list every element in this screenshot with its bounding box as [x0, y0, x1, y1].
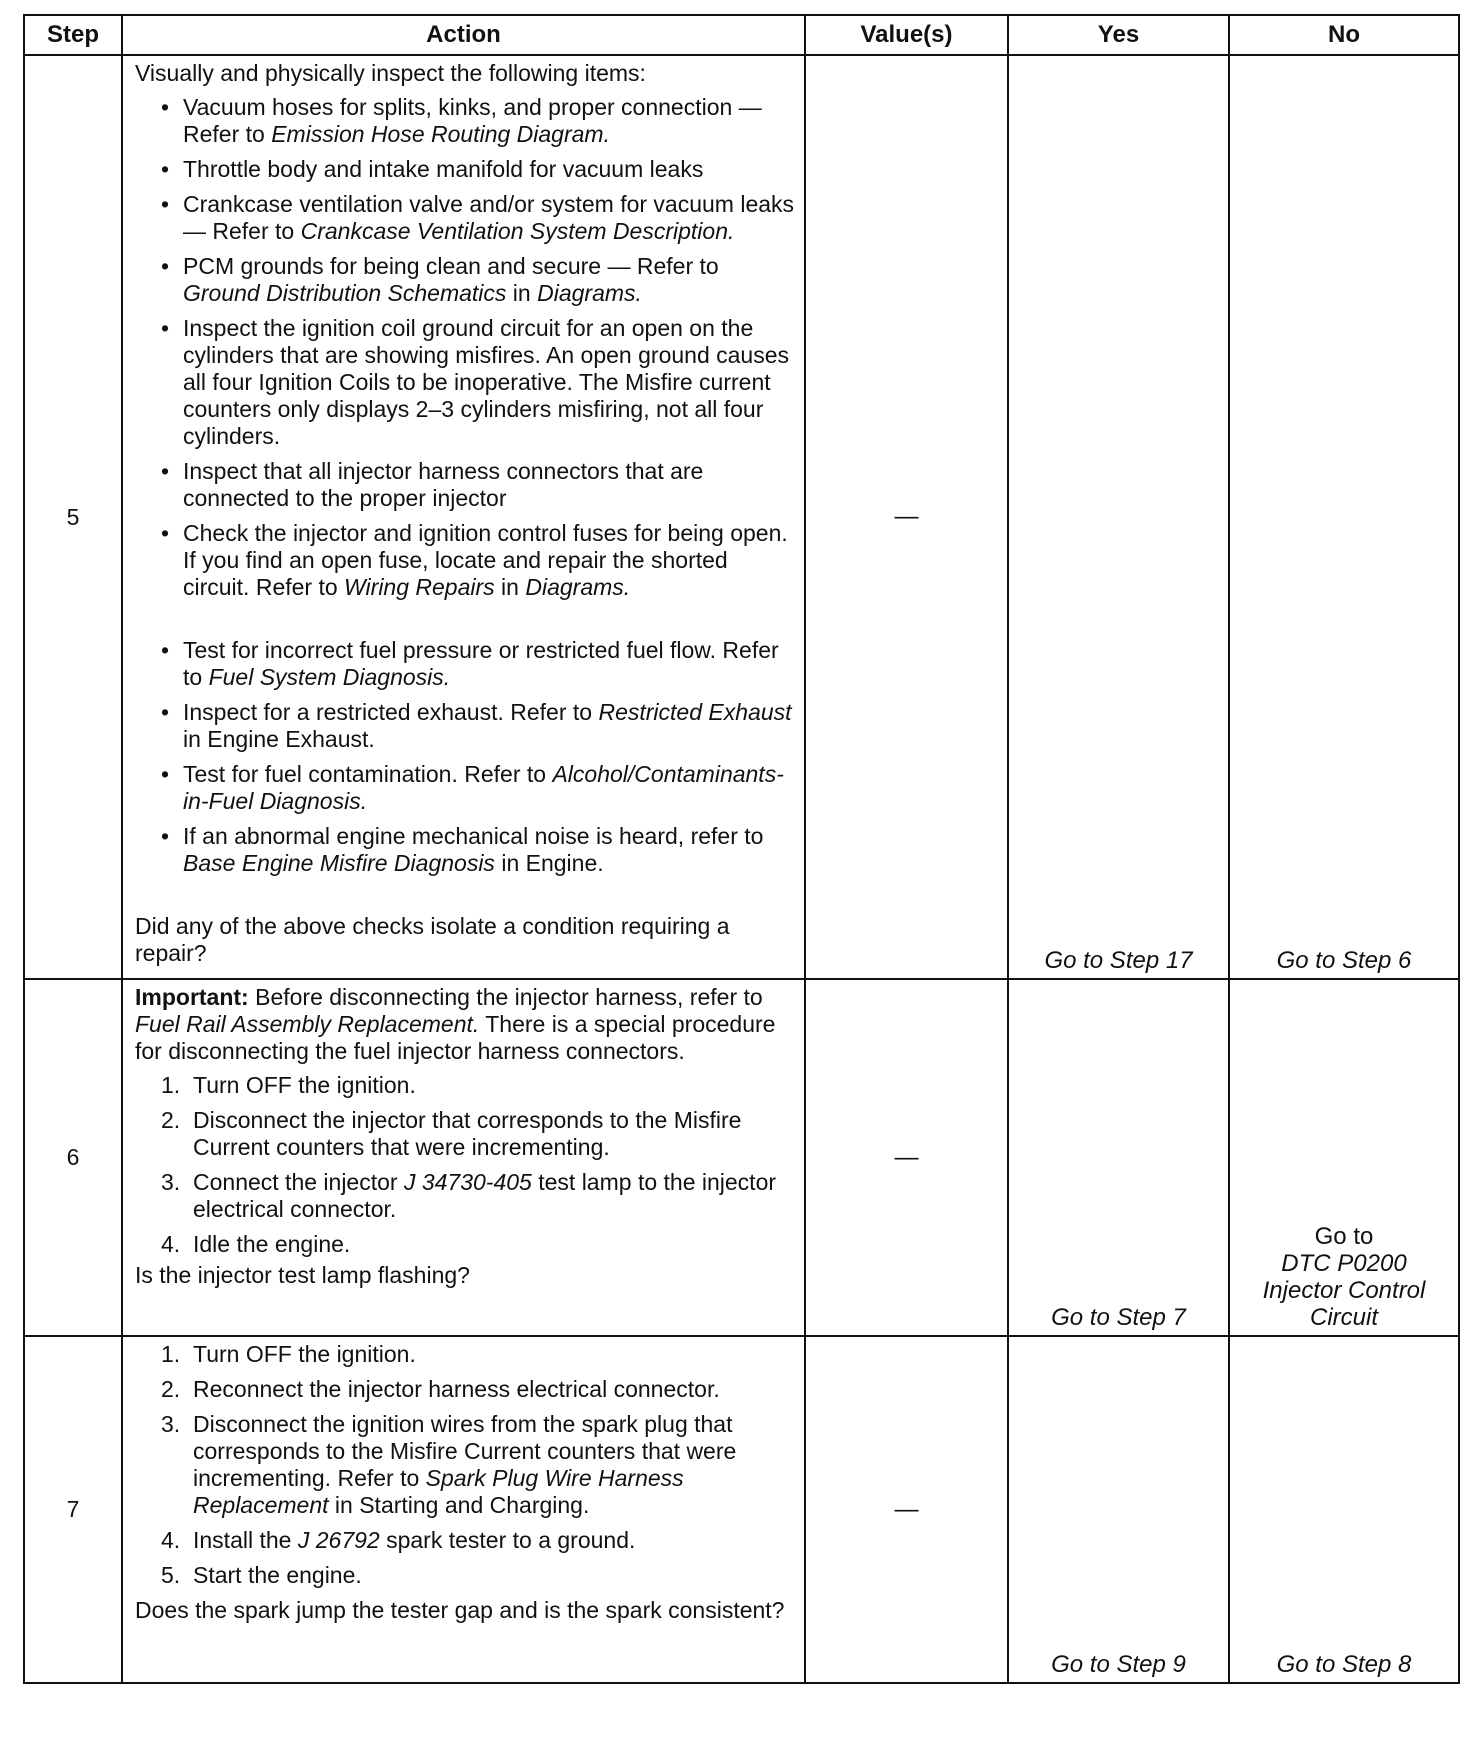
list-item: • Crankcase ventilation valve and/or system for vacuum leaks — Refer to Crankcase Ventilation System Description. [161, 191, 796, 245]
reference-link[interactable]: Fuel Rail Assembly Replacement. [135, 1011, 480, 1037]
action-intro: Visually and physically inspect the following items: [135, 60, 646, 86]
reference-link[interactable]: Diagrams. [525, 574, 631, 600]
list-item: 2. Reconnect the injector harness electrical connector. [161, 1376, 720, 1402]
list-item: 3. Disconnect the ignition wires from the spark plug that corresponds to the Misfire Current counters that were incrementing. Refer to Spark Plug Wire Harness Replacement in Starting and Charging. [161, 1411, 737, 1518]
list-item: 4. Install the J 26792 spark tester to a ground. [161, 1527, 636, 1553]
header-yes: Yes [1008, 15, 1229, 55]
reference-link[interactable]: Crankcase Ventilation System Description. [300, 218, 735, 244]
reference-link[interactable]: Diagrams. [537, 280, 642, 306]
table-row-step-7 [24, 1336, 1459, 1683]
header-no: No [1229, 15, 1459, 55]
header-step: Step [24, 15, 122, 55]
list-item: 1. Turn OFF the ignition. [161, 1341, 416, 1367]
tool-reference: J 26792 [297, 1527, 380, 1553]
yes-cell [1008, 979, 1229, 1336]
numbered-list [135, 1341, 796, 1589]
tool-reference: J 34730-405 [403, 1169, 532, 1195]
step-number: 7 [24, 1336, 122, 1683]
action-question: Does the spark jump the tester gap and is the spark consistent? [135, 1597, 785, 1623]
yes-link[interactable]: Go to Step 9 [1051, 1651, 1186, 1678]
bullet-list [135, 94, 796, 877]
list-item: • Test for fuel contamination. Refer to Alcohol/Contaminants-in-Fuel Diagnosis. [161, 761, 796, 815]
reference-link[interactable]: Ground Distribution Schematics [183, 280, 507, 306]
action-cell [122, 55, 805, 979]
no-cell [1229, 1336, 1459, 1683]
header-action: Action [122, 15, 805, 55]
list-item: 1. Turn OFF the ignition. [161, 1072, 416, 1098]
header-row [24, 15, 1459, 55]
reference-link[interactable]: Restricted Exhaust [598, 699, 792, 725]
no-cell [1229, 979, 1459, 1336]
list-item: 4. Idle the engine. [161, 1231, 351, 1257]
list-item: 3. Connect the injector J 34730-405 test lamp to the injector electrical connector. [161, 1169, 777, 1222]
no-link[interactable]: Go to DTC P0200 Injector Control Circuit [1262, 1223, 1426, 1331]
reference-link[interactable]: Base Engine Misfire Diagnosis [183, 850, 495, 876]
action-cell [122, 1336, 805, 1683]
important-label: Important: [135, 984, 249, 1010]
list-item: • Check the injector and ignition control fuses for being open. If you find an open fuse, locate and repair the shorted circuit. Refer to Wiring Repairs in Diagrams. [161, 520, 796, 601]
header-values: Value(s) [805, 15, 1008, 55]
table-row-step-6 [24, 979, 1459, 1336]
reference-link[interactable]: Wiring Repairs [344, 574, 495, 600]
reference-link[interactable]: Fuel System Diagnosis. [208, 664, 451, 690]
list-item: • Inspect the ignition coil ground circuit for an open on the cylinders that are showing misfires. An open ground causes all four Ignition Coils to be inoperative. The Misfire current counters only displays 2–3 cylinders misfiring, not all four cylinders. [161, 315, 796, 450]
no-link[interactable]: Go to Step 6 [1276, 947, 1412, 974]
list-item: • If an abnormal engine mechanical noise is heard, refer to Base Engine Misfire Diagnosis in Engine. [161, 823, 796, 877]
no-link[interactable]: Go to Step 8 [1276, 1651, 1412, 1678]
value-cell: — [805, 1336, 1008, 1683]
yes-link[interactable]: Go to Step 7 [1051, 1304, 1186, 1331]
list-item: • PCM grounds for being clean and secure — Refer to Ground Distribution Schematics in Diagrams. [161, 253, 796, 307]
reference-link[interactable]: Alcohol/Contaminants-in-Fuel Diagnosis. [183, 761, 784, 814]
action-question: Is the injector test lamp flashing? [135, 1262, 470, 1288]
numbered-list [135, 1072, 796, 1258]
list-item: • Inspect that all injector harness connectors that are connected to the proper injector [161, 458, 796, 512]
value-cell: — [805, 55, 1008, 979]
no-cell [1229, 55, 1459, 979]
reference-link[interactable]: Spark Plug Wire Harness Replacement [193, 1465, 684, 1518]
list-item: 2. Disconnect the injector that corresponds to the Misfire Current counters that were incrementing. [161, 1107, 742, 1160]
yes-cell [1008, 55, 1229, 979]
table-row-step-5 [24, 55, 1459, 979]
action-question: Did any of the above checks isolate a condition requiring a repair? [135, 913, 730, 966]
list-item: • Test for incorrect fuel pressure or restricted fuel flow. Refer to Fuel System Diagnosis. [161, 637, 796, 691]
list-item: • Throttle body and intake manifold for vacuum leaks [161, 156, 796, 183]
diagnostic-table [23, 14, 1460, 1684]
step-number: 5 [24, 55, 122, 979]
important-note: Important: Before disconnecting the injector harness, refer to Fuel Rail Assembly Replacement. There is a special procedure for disconnecting the fuel injector harness connectors. [135, 984, 776, 1064]
step-number: 6 [24, 979, 122, 1336]
yes-cell [1008, 1336, 1229, 1683]
list-item: • Vacuum hoses for splits, kinks, and proper connection — Refer to Emission Hose Routing Diagram. [161, 94, 796, 148]
value-cell: — [805, 979, 1008, 1336]
list-item: 5. Start the engine. [161, 1562, 362, 1588]
yes-link[interactable]: Go to Step 17 [1044, 947, 1193, 974]
list-item: • Inspect for a restricted exhaust. Refer to Restricted Exhaust in Engine Exhaust. [161, 699, 796, 753]
reference-link[interactable]: Emission Hose Routing Diagram. [271, 121, 610, 147]
action-cell [122, 979, 805, 1336]
